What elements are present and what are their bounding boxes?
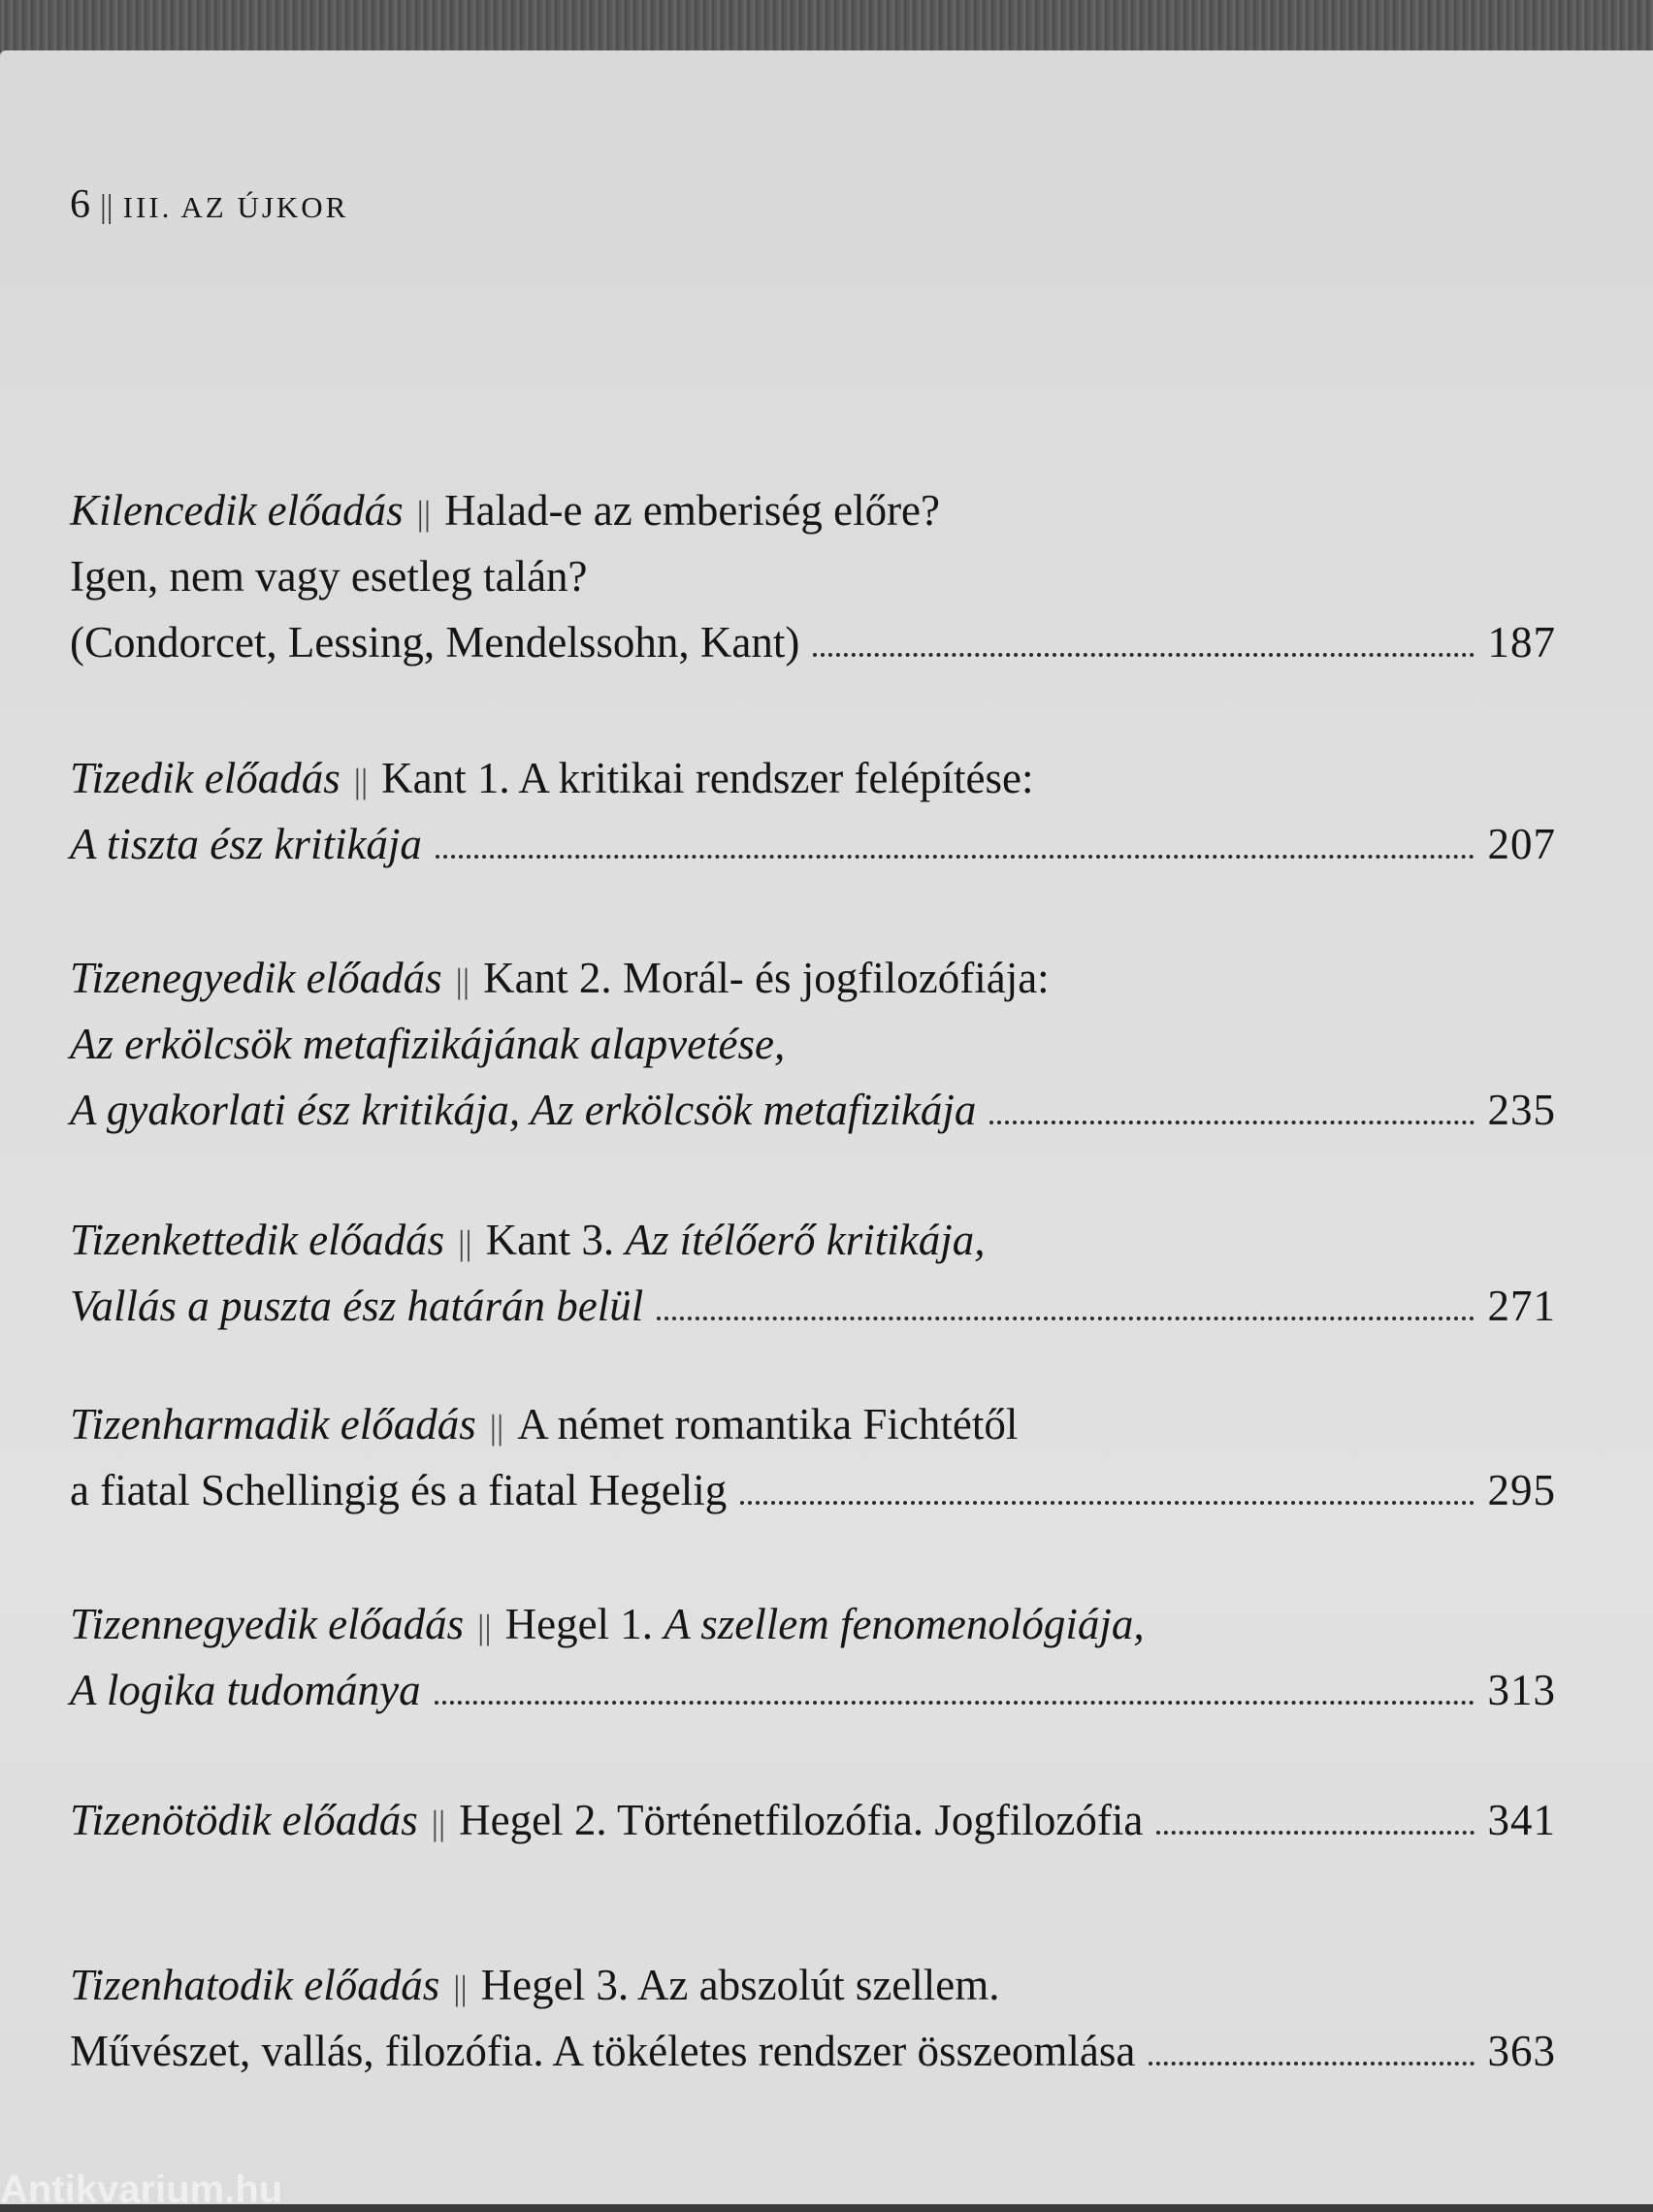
lecture-label: Tizennegyedik előadás [70,1600,465,1648]
toc-entry-tizenegyedik [70,945,1556,1143]
lecture-label: Tizenötödik előadás [70,1796,418,1844]
dot-leader [435,1701,1475,1705]
toc-entry-tizenhatodik [70,1952,1556,2084]
dot-leader [740,1501,1474,1505]
work-title: Vallás a puszta ész határán belül [70,1282,644,1330]
toc-entry-tizennegyedik [70,1591,1556,1723]
toc-entry-tizenharmadik [70,1391,1556,1523]
toc-entry-tizedik [70,745,1556,877]
entry-title: Hegel 3. Az abszolút szellem. [480,1961,1000,2009]
lecture-label: Tizenegyedik előadás [70,954,442,1002]
toc-entry-tizenotodik [70,1787,1556,1853]
entry-title: Halad-e az emberiség előre? [444,486,941,535]
page-number: 6 [70,182,90,227]
lecture-label: Tizenharmadik előadás [70,1400,476,1448]
dot-leader [989,1121,1474,1124]
separator: || [431,1804,446,1842]
entry-page-number: 187 [1487,618,1556,667]
entry-title: A német romantika Fichtétől [517,1400,1019,1448]
lecture-label: Tizedik előadás [70,754,340,802]
book-page [0,50,1653,2211]
dot-leader [1149,2062,1474,2066]
work-title: A gyakorlati ész kritikája, Az erkölcsök metafizikája [70,1086,977,1134]
separator: || [455,961,470,1000]
work-title: A logika tudománya [70,1666,421,1714]
separator: || [489,1408,504,1447]
entry-page-number: 341 [1487,1796,1556,1844]
separator: || [477,1608,492,1646]
entry-title: Kant 1. A kritikai rendszer felépítése: [381,754,1034,802]
dot-leader [1156,1831,1474,1835]
lecture-label: Tizenhatodik előadás [70,1961,440,2009]
lecture-label: Tizenkettedik előadás [70,1216,445,1264]
lecture-label: Kilencedik előadás [70,486,404,535]
entry-page-number: 313 [1487,1666,1556,1714]
header-separator: || [100,189,113,225]
entry-title-continued: Igen, nem vagy esetleg talán? [70,552,588,601]
toc-entry-kilencedik [70,477,1556,675]
entry-page-number: 363 [1487,2027,1556,2075]
entry-page-number: 207 [1487,820,1556,868]
separator: || [416,494,432,533]
entry-title: Hegel 2. Történetfilozófia. Jogfilozófia [459,1796,1144,1844]
work-title: A szellem fenomenológiája, [664,1600,1145,1648]
separator: || [353,762,369,800]
separator: || [453,1968,468,2007]
entry-page-number: 295 [1487,1466,1556,1514]
work-title: Az erkölcsök metafizikájának alapvetése, [70,1020,786,1068]
work-title: A tiszta ész kritikája [70,820,422,868]
toc-entry-tizenkettedik [70,1207,1556,1339]
entry-title: Kant 2. Morál- és jogfilozófiája: [483,954,1050,1002]
separator: || [458,1223,472,1262]
entry-title-continued: Művészet, vallás, filozófia. A tökéletes rendszer összeomlása [70,2027,1136,2075]
dot-leader [813,653,1474,657]
entry-title-continued: (Condorcet, Lessing, Mendelssohn, Kant) [70,618,800,667]
entry-page-number: 235 [1487,1086,1556,1134]
watermark: Antikvarium.hu [0,2168,283,2211]
dot-leader [436,855,1475,859]
entry-title: Hegel 1. [504,1600,654,1648]
section-title: III. AZ ÚJKOR [122,190,349,224]
entry-title-continued: a fiatal Schellingig és a fiatal Hegelig [70,1466,728,1514]
running-head [70,181,348,228]
dot-leader [657,1317,1474,1320]
entry-page-number: 271 [1487,1282,1556,1330]
entry-title: Kant 3. [485,1216,615,1264]
work-title: Az ítélőerő kritikája, [625,1216,986,1264]
